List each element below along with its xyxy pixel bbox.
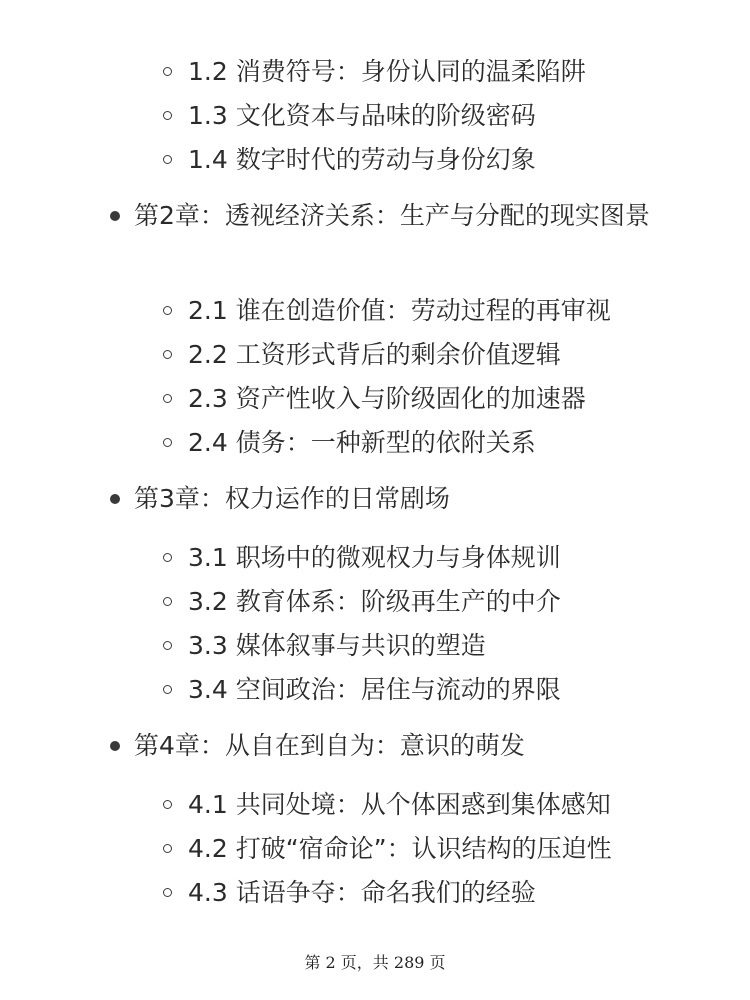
toc-chapter-3[interactable]: 第3章：权力运作的日常剧场 <box>134 484 450 513</box>
toc-section-2-2[interactable]: 2.2 工资形式背后的剩余价值逻辑 <box>188 340 561 369</box>
filled-bullet-icon <box>110 741 120 751</box>
hollow-bullet-icon <box>163 394 172 403</box>
hollow-bullet-icon <box>163 597 172 606</box>
page-number-footer: 第 2 页，共 289 页 <box>304 953 446 972</box>
toc-section-3-3[interactable]: 3.3 媒体叙事与共识的塑造 <box>188 631 486 660</box>
toc-section-4-2[interactable]: 4.2 打破“宿命论”：认识结构的压迫性 <box>188 834 612 863</box>
hollow-bullet-icon <box>163 641 172 650</box>
toc-section-2-1[interactable]: 2.1 谁在创造价值：劳动过程的再审视 <box>188 296 611 325</box>
toc-chapter-4[interactable]: 第4章：从自在到自为：意识的萌发 <box>134 731 525 760</box>
toc-section-3-1[interactable]: 3.1 职场中的微观权力与身体规训 <box>188 543 561 572</box>
toc-section-2-4[interactable]: 2.4 债务：一种新型的依附关系 <box>188 428 536 457</box>
hollow-bullet-icon <box>163 888 172 897</box>
toc-section-4-3[interactable]: 4.3 话语争夺：命名我们的经验 <box>188 878 536 907</box>
hollow-bullet-icon <box>163 67 172 76</box>
hollow-bullet-icon <box>163 155 172 164</box>
toc-chapter-2[interactable]: 第2章：透视经济关系：生产与分配的现实图景 <box>134 201 650 230</box>
toc-section-1-2[interactable]: 1.2 消费符号：身份认同的温柔陷阱 <box>188 57 586 86</box>
toc-section-3-4[interactable]: 3.4 空间政治：居住与流动的界限 <box>188 675 561 704</box>
hollow-bullet-icon <box>163 350 172 359</box>
toc-section-1-3[interactable]: 1.3 文化资本与品味的阶级密码 <box>188 101 536 130</box>
hollow-bullet-icon <box>163 844 172 853</box>
toc-section-2-3[interactable]: 2.3 资产性收入与阶级固化的加速器 <box>188 384 586 413</box>
toc-section-4-1[interactable]: 4.1 共同处境：从个体困惑到集体感知 <box>188 790 611 819</box>
hollow-bullet-icon <box>163 685 172 694</box>
hollow-bullet-icon <box>163 306 172 315</box>
hollow-bullet-icon <box>163 553 172 562</box>
filled-bullet-icon <box>110 211 120 221</box>
hollow-bullet-icon <box>163 111 172 120</box>
hollow-bullet-icon <box>163 800 172 809</box>
hollow-bullet-icon <box>163 438 172 447</box>
toc-section-1-4[interactable]: 1.4 数字时代的劳动与身份幻象 <box>188 145 536 174</box>
filled-bullet-icon <box>110 494 120 504</box>
toc-section-3-2[interactable]: 3.2 教育体系：阶级再生产的中介 <box>188 587 561 616</box>
